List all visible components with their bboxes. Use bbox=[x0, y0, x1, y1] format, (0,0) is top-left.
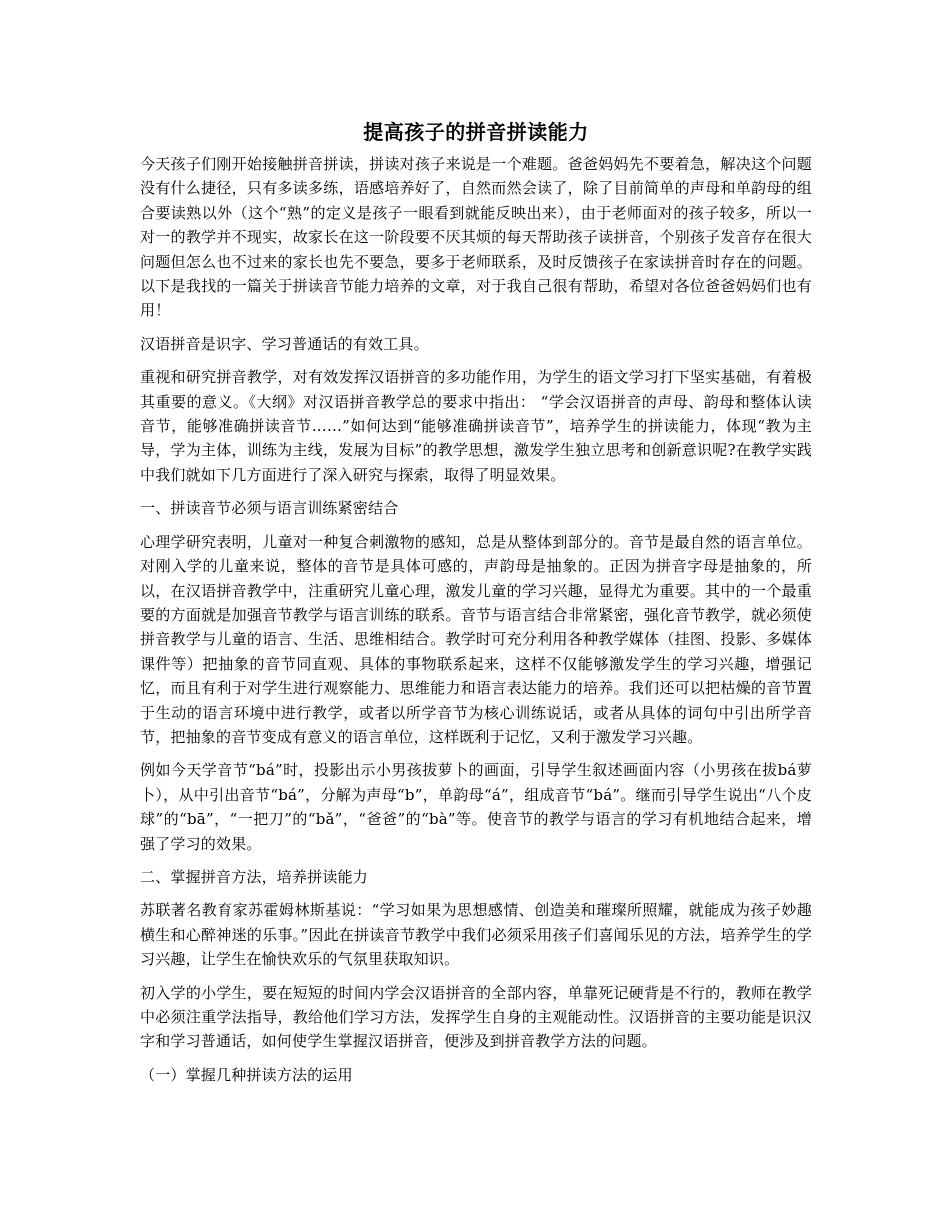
document-page bbox=[140, 118, 812, 1096]
pinyin-tool-paragraph: 汉语拼音是识字、学习普通话的有效工具。 bbox=[140, 334, 429, 353]
method-paragraph: 初入学的小学生，要在短短的时间内学会汉语拼音的全部内容，单靠死记硬背是不行的，教师在教学中必须注重学法指导，教给他们学习方法，发挥学生自身的主观能动性。汉语拼音的主要功能是识汉字和学习普通话，如何使学生掌握汉语拼音，便涉及到拼音教学方法的问题。 bbox=[140, 983, 812, 1051]
document-title: 提高孩子的拼音拼读能力 bbox=[363, 120, 589, 144]
section-heading-2: 二、掌握拼音方法，培养拼读能力 bbox=[140, 867, 369, 886]
section-heading-1: 一、拼读音节必须与语言训练紧密结合 bbox=[140, 499, 399, 518]
intro-paragraph: 今天孩子们刚开始接触拼音拼读，拼读对孩子来说是一个难题。爸爸妈妈先不要着急，解决这个问题没有什么捷径，只有多读多练，语感培养好了，自然而然会读了，除了目前简单的声母和单韵母的组合要读熟以外（这个“熟”的定义是孩子一眼看到就能反映出来），由于老师面对的孩子较多，所以一对一的教学并不现实，故家长在这一阶段要不厌其烦的每天帮助孩子读拼音，个别孩子发音存在很大问题但怎么也不过来的家长也先不要急，要多于老师联系，及时反馈孩子在家读拼音时存在的问题。以下是我找的一篇关于拼读音节能力培养的文章，对于我自己很有帮助，希望对各位爸爸妈妈们也有用！ bbox=[140, 155, 812, 320]
psychology-paragraph: 心理学研究表明，儿童对一种复合刺激物的感知，总是从整体到部分的。音节是最自然的语言单位。对刚入学的儿童来说，整体的音节是具体可感的，声韵母是抽象的。正因为拼音字母是抽象的，所以，在汉语拼音教学中，注重研究儿童心理，激发儿童的学习兴趣，显得尤为重要。其中的一个最重要的方面就是加强音节教学与语言训练的联系。音节与语言结合非常紧密，强化音节教学，就必须使拼音教学与儿童的语言、生活、思维相结合。教学时可充分利用各种教学媒体（挂图、投影、多媒体课件等）把抽象的音节同直观、具体的事物联系起来，这样不仅能够激发学生的学习兴趣，增强记忆，而且有利于对学生进行观察能力、思维能力和语言表达能力的培养。我们还可以把枯燥的音节置于生动的语言环境中进行教学，或者以所学音节为核心训练说话，或者从具体的词句中引出所学音节，把抽象的音节变成有意义的语言单位，这样既利于记忆，又利于激发学习兴趣。 bbox=[140, 532, 812, 746]
syllabus-paragraph: 重视和研究拼音教学，对有效发挥汉语拼音的多功能作用，为学生的语文学习打下坚实基础，有着极其重要的意义。《大纲》对汉语拼音教学总的要求中指出： “学会汉语拼音的声母、韵母和整体认读音节，能够准确拼读音节……”如何达到“能够准确拼读音节”，培养学生的拼读能力，体现“教为主导，学为主体，训练为主线，发展为目标”的教学思想，激发学生独立思考和创新意识呢?在教学实践中我们就如下几方面进行了深入研究与探索，取得了明显效果。 bbox=[140, 368, 812, 484]
quote-paragraph: 苏联著名教育家苏霍姆林斯基说：“学习如果为思想感情、创造美和璀璨所照耀，就能成为孩子妙趣横生和心醉神迷的乐事。”因此在拼读音节教学中我们必须采用孩子们喜闻乐见的方法，培养学生的学习兴趣，让学生在愉快欢乐的气氛里获取知识。 bbox=[140, 901, 812, 969]
subsection-heading-1: （一）掌握几种拼读方法的运用 bbox=[140, 1065, 353, 1084]
example-paragraph: 例如今天学音节“bá”时，投影出示小男孩拔萝卜的画面，引导学生叙述画面内容（小男孩在拔bá萝卜），从中引出音节“bá”，分解为声母“b”，单韵母“á”，组成音节“bá”。继而引导学生说出“八个皮球”的“bā”，“一把刀”的“bǎ”，“爸爸”的“bà”等。使音节的教学与语言的学习有机地结合起来，增强了学习的效果。 bbox=[140, 761, 812, 853]
